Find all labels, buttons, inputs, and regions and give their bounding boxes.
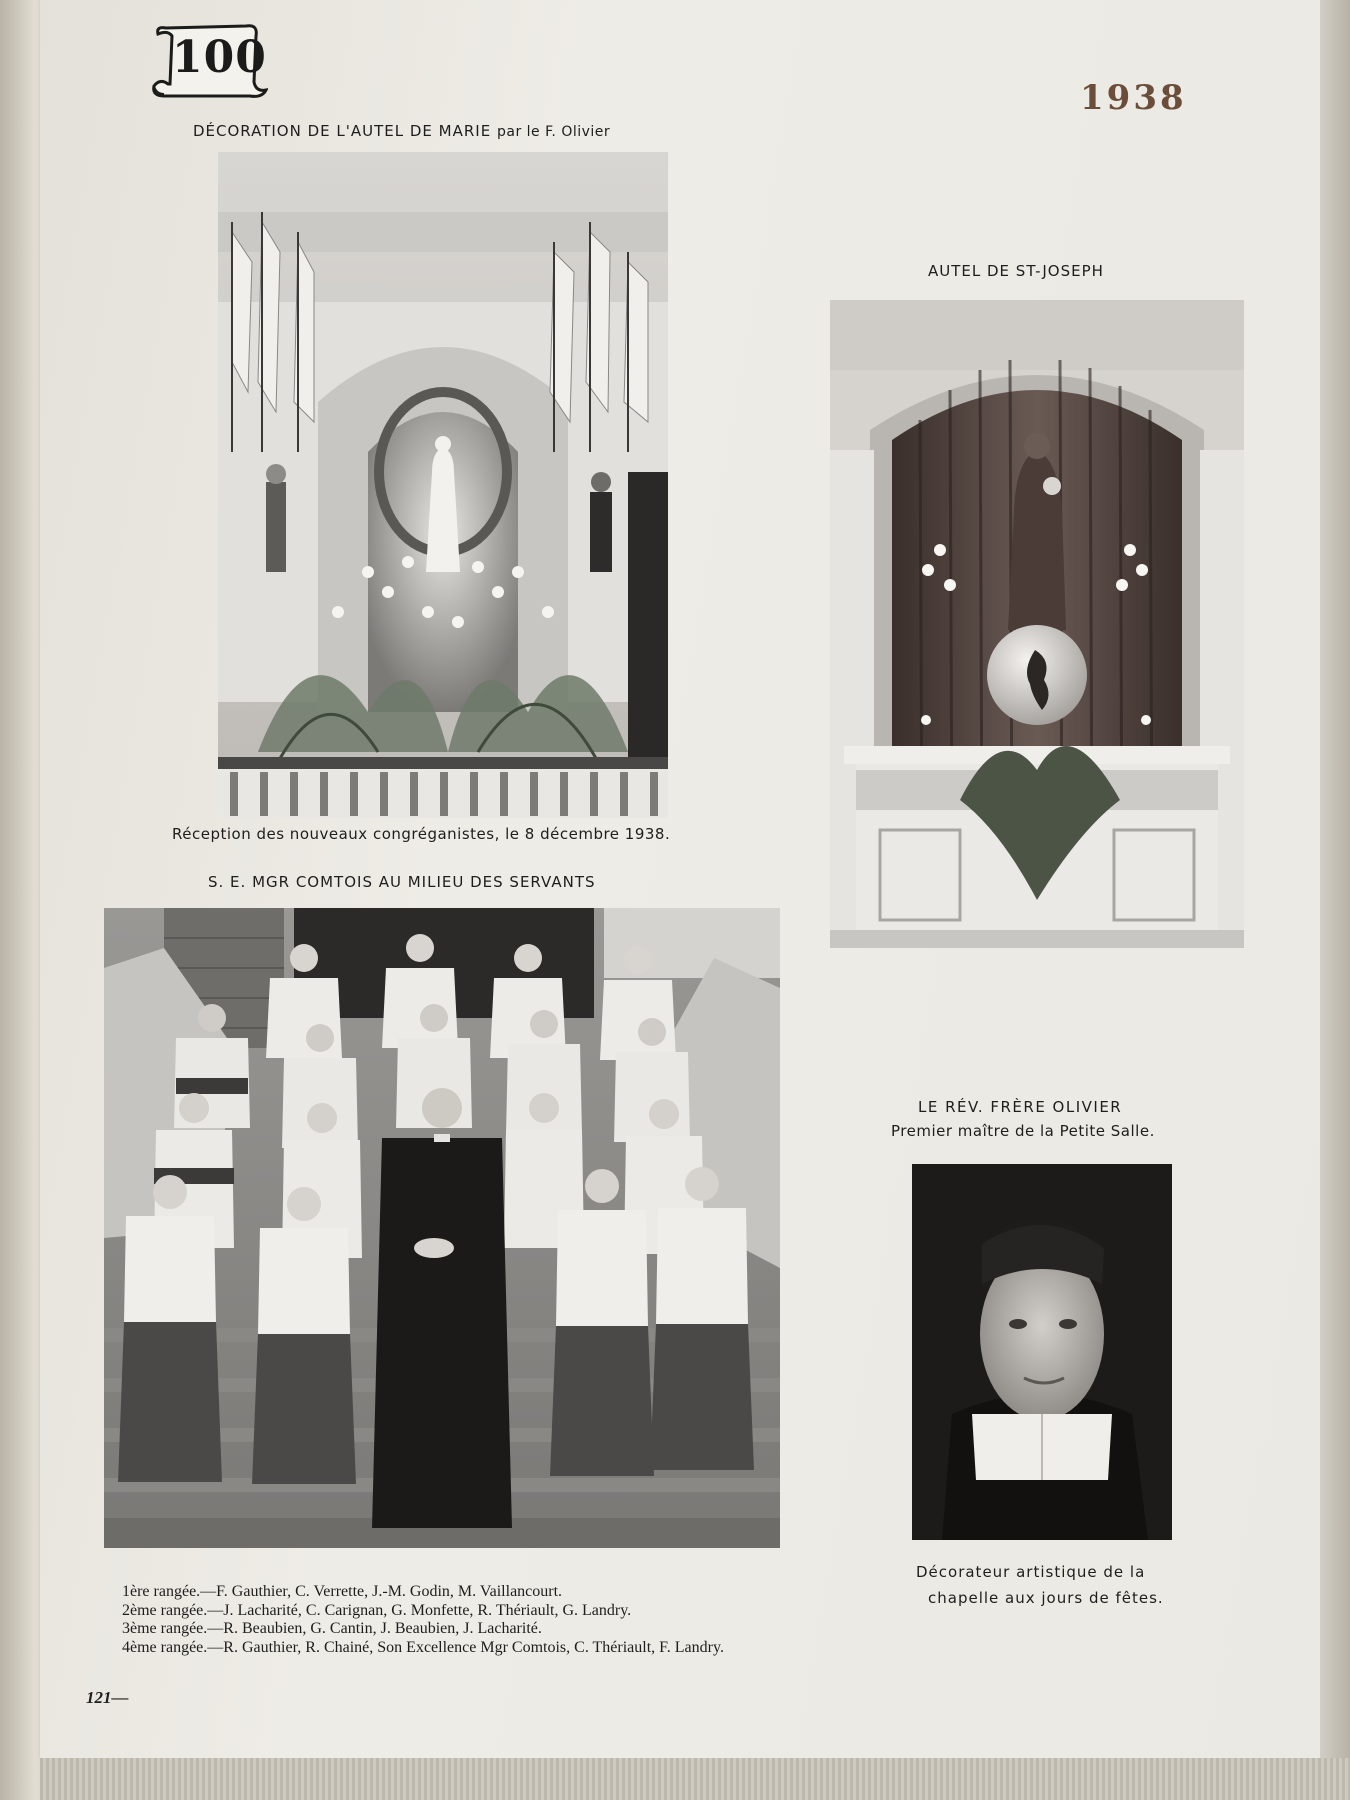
olivier-title: LE RÉV. FRÈRE OLIVIER <box>918 1098 1123 1116</box>
servants-row-2: 2ème rangée.—J. Lacharité, C. Carignan, G. Monfette, R. Thériault, G. Landry. <box>122 1601 632 1619</box>
olivier-subtitle: Premier maître de la Petite Salle. <box>891 1122 1155 1140</box>
centenary-badge <box>150 22 268 98</box>
servants-names-list <box>122 1583 762 1657</box>
joseph-altar-photo <box>830 300 1244 948</box>
marie-altar-title <box>193 122 610 140</box>
joseph-altar-title: AUTEL DE ST-JOSEPH <box>928 262 1104 280</box>
servants-title: S. E. MGR COMTOIS AU MILIEU DES SERVANTS <box>208 873 596 891</box>
marie-altar-title-by: par le F. Olivier <box>497 124 611 140</box>
olivier-caption-line2: chapelle aux jours de fêtes. <box>928 1589 1164 1607</box>
year-heading: 1938 <box>1080 78 1187 118</box>
olivier-portrait-photo <box>912 1164 1172 1540</box>
marie-altar-photo <box>218 152 668 818</box>
servants-group-photo <box>104 908 780 1548</box>
servants-row-1: 1ère rangée.—F. Gauthier, C. Verrette, J.-M. Godin, M. Vaillancourt. <box>122 1583 563 1600</box>
page-edge-right <box>1320 0 1350 1760</box>
marie-altar-title-main: DÉCORATION DE L'AUTEL DE MARIE <box>193 122 492 140</box>
page-number: 121— <box>86 1688 129 1707</box>
badge-number: 100 <box>172 32 267 83</box>
olivier-caption-line1: Décorateur artistique de la <box>916 1563 1146 1581</box>
page-edge-bottom <box>40 1758 1350 1800</box>
marie-altar-caption: Réception des nouveaux congréganistes, le 8 décembre 1938. <box>172 825 671 843</box>
servants-row-3: 3ème rangée.—R. Beaubien, G. Cantin, J. Beaubien, J. Lacharité. <box>122 1620 542 1637</box>
servants-row-4: 4ème rangée.—R. Gauthier, R. Chainé, Son Excellence Mgr Comtois, C. Thériault, F. Landry. <box>122 1638 724 1656</box>
